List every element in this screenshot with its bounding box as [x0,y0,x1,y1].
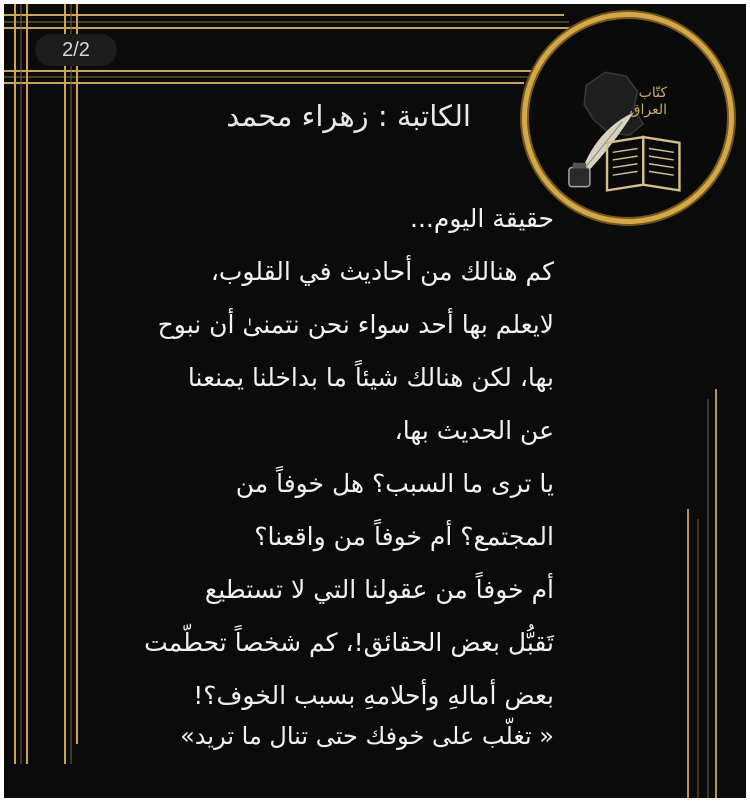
page-counter-badge: 2/2 [35,34,117,66]
poem-line: كم هنالك من أحاديث في القلوب، [210,257,554,286]
poem-line: لايعلم بها أحد سواء نحن نتمنىٰ أن نبوح [157,310,554,339]
post-card [4,4,746,798]
poem-line: أم خوفاً من عقولنا التي لا تستطيع [204,575,554,604]
poem-line: يا ترى ما السبب؟ هل خوفاً من [235,469,554,498]
poem-body [124,192,554,722]
author-heading: الكاتبة : زهراء محمد [226,99,471,133]
poem-line: بها، لكن هنالك شيئاً ما بداخلنا يمنعنا [187,363,554,392]
logo-text: كتّاب العراق [629,85,667,118]
poem-line: عن الحديث بها، [394,416,554,445]
poem-line: حقيقة اليوم... [410,204,554,233]
poem-line: تَقبُّل بعض الحقائق!، كم شخصاً تحطّمت [144,628,554,657]
poem-line: بعض أمالهِ وأحلامهِ بسبب الخوف؟! [193,681,554,710]
closing-quote: « تغلّب على خوفك حتى تنال ما تريد» [180,722,554,750]
poem-line: المجتمع؟ أم خوفاً من واقعنا؟ [254,522,554,551]
